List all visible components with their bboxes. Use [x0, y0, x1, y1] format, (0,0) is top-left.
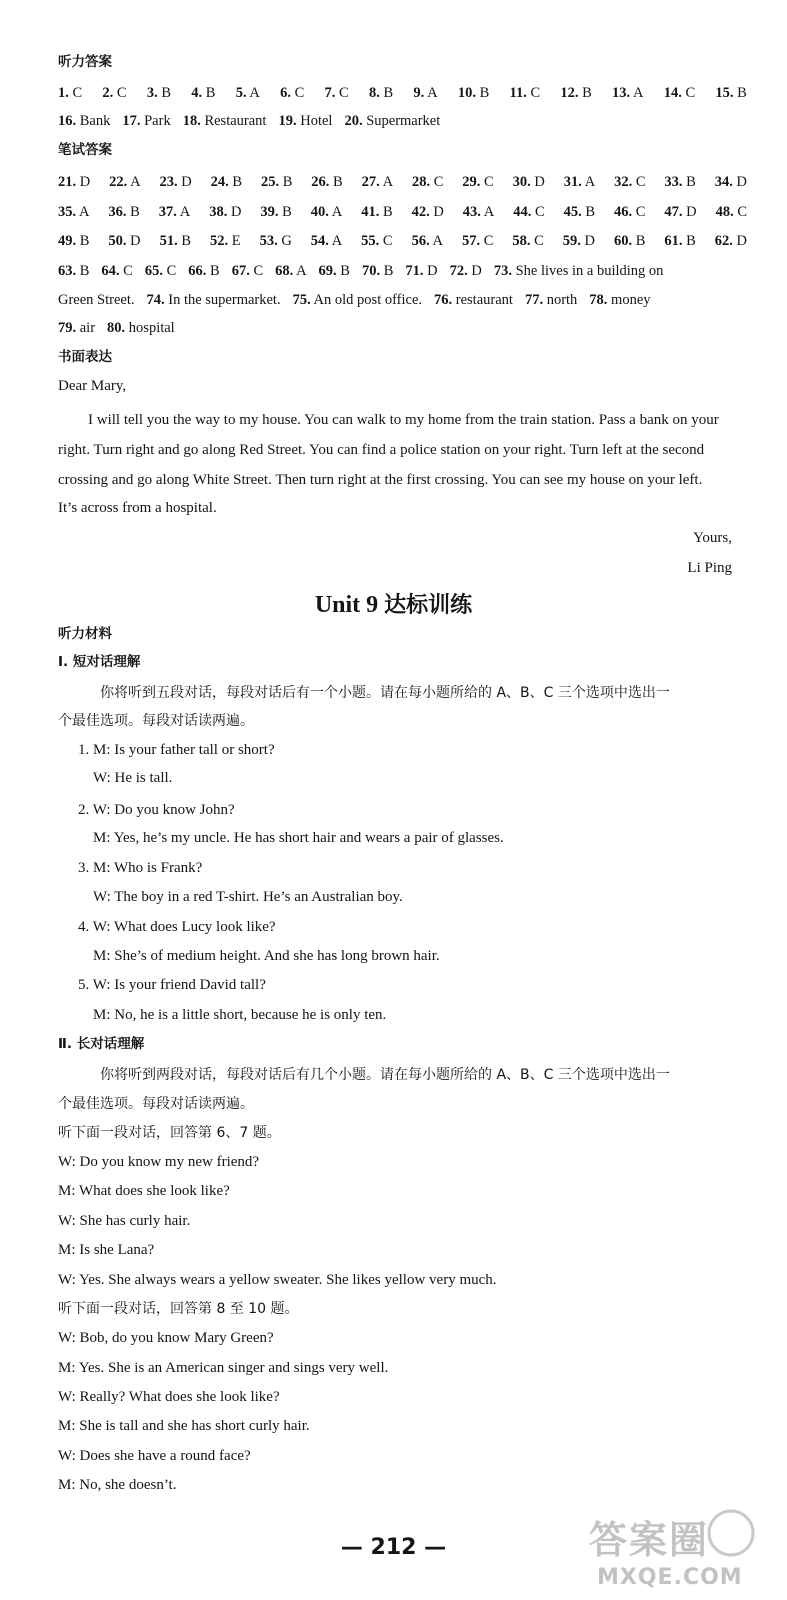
answer-value: C — [116, 85, 127, 101]
answer-number: 57. — [461, 233, 481, 249]
unit-title-en: Unit 9 — [314, 592, 379, 618]
answer-item — [458, 83, 489, 103]
answer-number: 21. — [58, 174, 77, 190]
answer-value: air — [79, 320, 96, 336]
answer-value: B — [232, 174, 243, 190]
answer-number: 27. — [361, 174, 380, 190]
answer-item — [108, 231, 140, 251]
answer-item — [232, 261, 263, 281]
answer-number: 75. — [292, 292, 311, 308]
answer-number: 67. — [231, 263, 250, 279]
answer-number: 79. — [58, 320, 77, 336]
answer-number: 13. — [612, 85, 631, 101]
answer-item — [293, 290, 422, 310]
answer-number: 69. — [318, 263, 337, 279]
letter-line-3: crossing and go along White Street. Then turn right at the first crossing. You can see my house on your left. — [58, 472, 703, 488]
answer-number: 77. — [524, 292, 544, 308]
answer-number: 47. — [664, 204, 683, 220]
dialog-line: M: Yes. She is an American singer and sings very well. — [58, 1360, 389, 1376]
answer-value: C — [339, 85, 349, 101]
answer-value: C — [253, 263, 264, 279]
answer-value: money — [611, 292, 651, 308]
answer-number: 52. — [209, 233, 229, 249]
answer-number: 8. — [368, 85, 380, 101]
answer-number: 80. — [107, 320, 126, 336]
answer-item — [236, 83, 260, 103]
answer-item — [311, 202, 342, 222]
watermark-bottom-text: MXQE.COM — [597, 1565, 743, 1590]
answer-value: D — [736, 233, 747, 249]
answer-item — [261, 172, 292, 192]
answer-value: D — [686, 204, 697, 220]
answer-item — [715, 231, 747, 251]
dialog-line: W: Bob, do you know Mary Green? — [58, 1330, 274, 1346]
answer-item — [434, 290, 513, 310]
answer-item — [412, 231, 443, 251]
answer-item — [278, 111, 332, 131]
answer-value: D — [736, 174, 747, 190]
answer-value: B — [382, 204, 393, 220]
answer-value: D — [433, 204, 444, 220]
dialog-line: M: Yes, he’s my uncle. He has short hair and wears a pair of glasses. — [93, 830, 504, 846]
answer-item — [325, 83, 349, 103]
answer-number: 3. — [146, 85, 158, 101]
answer-number: 59. — [562, 233, 581, 249]
dialog-line: M: No, she doesn’t. — [58, 1477, 177, 1493]
answer-number: 25. — [260, 174, 280, 190]
answer-number: 19. — [278, 113, 297, 129]
answer-number: 72. — [449, 263, 468, 279]
answer-value: B — [585, 204, 596, 220]
answer-value: B — [205, 85, 216, 101]
listening-answers-row-1 — [58, 83, 747, 103]
answer-item — [183, 111, 267, 131]
answer-value: E — [231, 233, 241, 249]
answer-item — [344, 111, 440, 131]
answer-value: C — [685, 85, 696, 101]
answer-item — [369, 83, 393, 103]
answer-item — [58, 202, 89, 222]
answer-value: B — [340, 263, 350, 279]
answer-value: B — [383, 85, 394, 101]
answer-item — [664, 231, 695, 251]
answer-item — [361, 202, 392, 222]
answer-item — [715, 83, 746, 103]
answer-value: B — [686, 233, 696, 249]
part2-subheading-1: 听下面一段对话，回答第 6、7 题。 — [58, 1125, 281, 1141]
written-answers-heading: 笔试答案 — [58, 142, 112, 158]
answer-number: 29. — [462, 174, 481, 190]
answer-value: restaurant — [455, 292, 513, 308]
answer-item — [563, 231, 595, 251]
dialog-line: 1. M: Is your father tall or short? — [78, 742, 275, 758]
answer-value: C — [166, 263, 177, 279]
dialog-line: 2. W: Do you know John? — [78, 802, 235, 818]
answer-value: C — [737, 204, 747, 220]
answer-value: D — [471, 263, 482, 279]
answer-value: C — [534, 233, 544, 249]
part1-heading: Ⅰ. 短对话理解 — [58, 654, 141, 670]
answer-number: 12. — [560, 85, 579, 101]
part2-subheading-2: 听下面一段对话，回答第 8 至 10 题。 — [58, 1301, 299, 1317]
answer-number: 54. — [310, 233, 329, 249]
answer-item — [209, 202, 241, 222]
answer-number: 76. — [434, 292, 453, 308]
answer-value: D — [130, 233, 141, 249]
written-answers-row-3 — [58, 231, 747, 251]
answer-number: 70. — [361, 263, 381, 279]
answer-number: 4. — [191, 85, 203, 101]
part1-instruction-1: 你将听到五段对话，每段对话后有一个小题。请在每小题所给的 A、B、C 三个选项中选出一 — [100, 685, 670, 701]
answer-value: north — [546, 292, 578, 308]
answer-value: C — [382, 233, 393, 249]
answer-item — [463, 202, 494, 222]
answer-number: 64. — [101, 263, 120, 279]
answer-item — [462, 172, 493, 192]
answer-item — [525, 290, 577, 310]
answer-number: 63. — [58, 263, 77, 279]
dialog-line: W: Yes. She always wears a yellow sweater. She likes yellow very much. — [58, 1272, 497, 1288]
answer-value: B — [210, 263, 220, 279]
answer-value: B — [333, 174, 343, 190]
answer-value: A — [382, 174, 394, 190]
answer-item — [58, 83, 82, 103]
answer-value: C — [294, 85, 305, 101]
answer-value: hospital — [128, 320, 175, 336]
answer-item — [122, 111, 170, 131]
answer-number: 55. — [361, 233, 380, 249]
answer-number: 39. — [260, 204, 279, 220]
answer-number: 1. — [58, 85, 69, 101]
part2-instruction-2: 个最佳选项。每段对话读两遍。 — [58, 1096, 254, 1112]
answer-value: C — [433, 174, 444, 190]
answer-number: 33. — [664, 174, 683, 190]
answer-item — [58, 261, 89, 281]
answer-value: Bank — [79, 113, 111, 129]
answer-item — [405, 261, 437, 281]
answer-value: D — [534, 174, 545, 190]
answer-item — [58, 231, 89, 251]
answer-value: B — [79, 263, 90, 279]
dialog-line: M: She’s of medium height. And she has long brown hair. — [93, 948, 440, 964]
answer-value: Park — [144, 113, 171, 129]
answer-item — [664, 202, 696, 222]
answer-number: 50. — [108, 233, 127, 249]
answer-item — [319, 261, 350, 281]
answer-item — [513, 202, 544, 222]
answer-item — [211, 172, 242, 192]
answer-number: 56. — [411, 233, 430, 249]
writing-heading: 书面表达 — [58, 349, 112, 365]
answer-number: 23. — [159, 174, 178, 190]
answer-number: 49. — [58, 233, 77, 249]
answer-number: 10. — [457, 85, 476, 101]
answer-item — [413, 83, 437, 103]
answer-value: B — [635, 233, 646, 249]
answer-item — [275, 261, 306, 281]
answer-value: C — [534, 204, 545, 220]
answer-value: B — [79, 233, 90, 249]
answer-number: 16. — [58, 113, 77, 129]
answer-number: 2. — [102, 85, 114, 101]
dialog-line: 5. W: Is your friend David tall? — [78, 977, 266, 993]
written-answers-row-6 — [58, 318, 747, 338]
answer-number: 17. — [122, 113, 141, 129]
answer-item — [260, 202, 291, 222]
answer-value: In the supermarket. — [168, 292, 281, 308]
answer-number: 24. — [210, 174, 229, 190]
answer-item — [260, 231, 292, 251]
answer-item — [58, 111, 110, 131]
part2-heading: Ⅱ. 长对话理解 — [58, 1036, 145, 1052]
answer-item — [107, 318, 175, 338]
answer-item — [560, 83, 591, 103]
answer-value: B — [282, 204, 292, 220]
answer-number: 58. — [512, 233, 531, 249]
answer-value: A — [179, 204, 191, 220]
dialog-line: 3. M: Who is Frank? — [78, 860, 203, 876]
answer-item — [716, 202, 747, 222]
answer-value: A — [296, 263, 307, 279]
answer-item — [58, 290, 135, 310]
answer-value: A — [130, 174, 141, 190]
answer-number: 60. — [613, 233, 633, 249]
answer-number: 53. — [259, 233, 278, 249]
answer-value: G — [281, 233, 292, 249]
answer-number: 31. — [563, 174, 582, 190]
listening-answers-row-2 — [58, 111, 747, 131]
answer-item — [102, 83, 126, 103]
answer-item — [664, 83, 695, 103]
answer-number: 51. — [159, 233, 178, 249]
answer-number: 66. — [188, 263, 207, 279]
answer-item — [664, 172, 695, 192]
answer-value: A — [427, 85, 438, 101]
answer-value: A — [331, 204, 343, 220]
listening-material-heading: 听力材料 — [58, 626, 112, 642]
answer-number: 35. — [58, 204, 77, 220]
answer-number: 73. — [493, 263, 512, 279]
written-answers-row-2 — [58, 202, 747, 222]
answer-number: 45. — [563, 204, 582, 220]
answer-item — [614, 231, 645, 251]
answer-item — [564, 172, 595, 192]
letter-signature: Li Ping — [687, 560, 732, 576]
answer-number: 74. — [146, 292, 165, 308]
answer-value: B — [383, 263, 394, 279]
answer-item — [564, 202, 595, 222]
answer-number: 41. — [361, 204, 380, 220]
answer-number: 65. — [144, 263, 163, 279]
answer-number: 20. — [344, 113, 363, 129]
answer-item — [159, 172, 191, 192]
answer-item — [191, 83, 215, 103]
dialog-line: M: Is she Lana? — [58, 1242, 155, 1258]
answer-item — [109, 172, 140, 192]
answer-number: 46. — [613, 204, 633, 220]
answer-value: A — [331, 233, 343, 249]
answer-number: 78. — [589, 292, 608, 308]
answer-number: 32. — [614, 174, 633, 190]
answer-value: C — [123, 263, 133, 279]
answer-item — [510, 83, 541, 103]
answer-item — [101, 261, 132, 281]
answer-value: A — [432, 233, 443, 249]
answer-item — [160, 231, 191, 251]
answer-value: A — [483, 204, 495, 220]
answer-value: B — [479, 85, 490, 101]
dialog-line: M: What does she look like? — [58, 1183, 230, 1199]
answer-value: C — [635, 204, 646, 220]
part1-instruction-2: 个最佳选项。每段对话读两遍。 — [58, 713, 254, 729]
answer-value: B — [181, 233, 192, 249]
letter-greeting: Dear Mary, — [58, 378, 127, 394]
answer-number: 61. — [664, 233, 683, 249]
unit-title-zh: 达标训练 — [384, 593, 473, 618]
dialog-line: M: No, he is a little short, because he is only ten. — [93, 1007, 387, 1023]
answer-number: 62. — [714, 233, 733, 249]
unit-title — [0, 588, 787, 619]
answer-number: 5. — [235, 85, 247, 101]
answer-value: A — [249, 85, 260, 101]
answer-number: 48. — [715, 204, 734, 220]
answer-value: D — [181, 174, 192, 190]
answer-number: 44. — [513, 204, 532, 220]
answer-value: C — [483, 233, 494, 249]
answer-number: 15. — [715, 85, 734, 101]
answer-value: C — [484, 174, 494, 190]
answer-number: 71. — [405, 263, 424, 279]
answer-value: D — [584, 233, 595, 249]
written-answers-row-1 — [58, 172, 747, 192]
answer-item — [108, 202, 139, 222]
dialog-line: M: She is tall and she has short curly hair. — [58, 1418, 310, 1434]
answer-item — [462, 231, 493, 251]
answer-value: A — [78, 204, 90, 220]
answer-item — [362, 261, 393, 281]
answer-value: B — [282, 174, 293, 190]
answer-value: B — [737, 85, 747, 101]
dialog-line: W: Do you know my new friend? — [58, 1154, 260, 1170]
answer-number: 7. — [324, 85, 336, 101]
answer-number: 43. — [462, 204, 481, 220]
letter-line-2: right. Turn right and go along Red Street. You can find a police station on your right. Turn left at the second — [58, 442, 705, 458]
answer-value: Green Street. — [58, 292, 135, 308]
dialog-line: W: He is tall. — [93, 770, 173, 786]
answer-item — [412, 202, 444, 222]
answer-item — [715, 172, 747, 192]
answer-item — [450, 261, 482, 281]
answer-value: A — [633, 85, 644, 101]
answer-item — [58, 318, 95, 338]
answer-item — [145, 261, 176, 281]
answer-number: 42. — [411, 204, 430, 220]
answer-number: 11. — [509, 85, 527, 101]
watermark-logo — [579, 1505, 769, 1595]
answer-value: B — [686, 174, 696, 190]
answer-item — [494, 261, 664, 281]
letter-line-1: I will tell you the way to my house. You can walk to my home from the train station. Pass a bank on your — [88, 412, 719, 428]
answer-item — [210, 231, 241, 251]
watermark-top-text: 答案圈 — [589, 1518, 710, 1562]
answer-number: 37. — [158, 204, 177, 220]
answer-value: C — [72, 85, 83, 101]
answer-number: 40. — [310, 204, 329, 220]
answer-number: 22. — [109, 174, 128, 190]
dialog-line: W: She has curly hair. — [58, 1213, 191, 1229]
answer-value: D — [230, 204, 242, 220]
answer-item — [512, 231, 543, 251]
watermark-circle — [709, 1511, 753, 1555]
answer-item — [589, 290, 650, 310]
answer-number: 38. — [209, 204, 228, 220]
answer-value: C — [635, 174, 646, 190]
answer-value: Supermarket — [366, 113, 441, 129]
part2-instruction-1: 你将听到两段对话，每段对话后有几个小题。请在每小题所给的 A、B、C 三个选项中选出一 — [100, 1067, 670, 1083]
answer-value: She lives in a building on — [515, 263, 664, 279]
letter-closing: Yours, — [693, 530, 732, 546]
answer-value: D — [427, 263, 438, 279]
answer-item — [361, 231, 392, 251]
answer-number: 30. — [512, 174, 531, 190]
answer-item — [513, 172, 545, 192]
answer-item — [612, 83, 643, 103]
letter-line-4: It’s across from a hospital. — [58, 500, 217, 516]
dialog-line: W: Really? What does she look like? — [58, 1389, 280, 1405]
answer-value: Hotel — [300, 113, 333, 129]
answer-value: C — [530, 85, 541, 101]
written-answers-row-5 — [58, 290, 747, 310]
answer-item — [159, 202, 190, 222]
answer-number: 36. — [108, 204, 127, 220]
answer-number: 14. — [663, 85, 682, 101]
answer-item — [147, 83, 171, 103]
written-answers-row-4 — [58, 261, 747, 281]
answer-value: A — [584, 174, 596, 190]
answer-item — [614, 172, 645, 192]
dialog-line: W: Does she have a round face? — [58, 1448, 251, 1464]
answer-item — [311, 231, 342, 251]
answer-value: B — [130, 204, 140, 220]
answer-item — [58, 172, 90, 192]
answer-number: 28. — [411, 174, 431, 190]
dialog-line: 4. W: What does Lucy look like? — [78, 919, 276, 935]
answer-number: 18. — [182, 113, 201, 129]
answer-number: 26. — [311, 174, 330, 190]
answer-number: 68. — [275, 263, 294, 279]
answer-item — [188, 261, 219, 281]
dialog-line: W: The boy in a red T-shirt. He’s an Australian boy. — [93, 889, 403, 905]
answer-item — [280, 83, 304, 103]
answer-item — [311, 172, 342, 192]
answer-item — [614, 202, 645, 222]
answer-number: 6. — [280, 85, 291, 101]
page-number: — 212 — — [340, 1535, 447, 1560]
answer-item — [147, 290, 281, 310]
answer-item — [362, 172, 393, 192]
answer-value: Restaurant — [204, 113, 267, 129]
answer-value: B — [582, 85, 592, 101]
answer-number: 34. — [714, 174, 733, 190]
answer-item — [412, 172, 443, 192]
listening-answers-heading: 听力答案 — [58, 54, 112, 70]
answer-value: B — [161, 85, 172, 101]
answer-value: An old post office. — [313, 292, 423, 308]
answer-number: 9. — [413, 85, 425, 101]
answer-value: D — [79, 174, 91, 190]
